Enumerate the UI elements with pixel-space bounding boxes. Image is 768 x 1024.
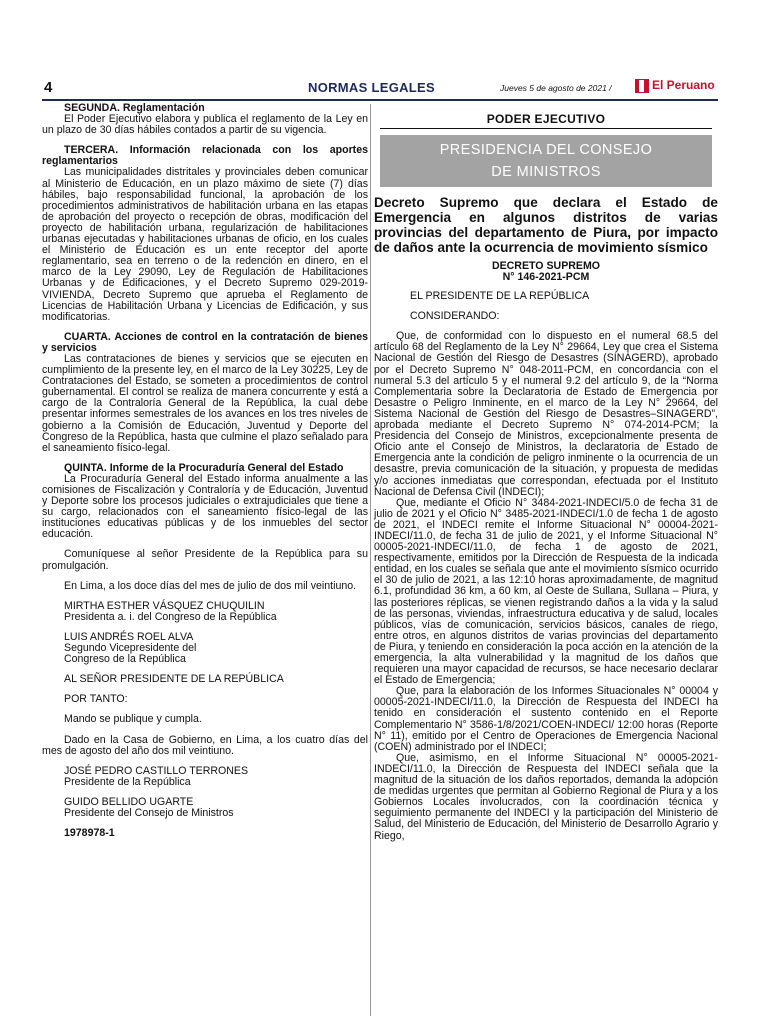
considerando-paragraph: Que, mediante el Oficio N° 3484-2021-INDECI/5.0 de fecha 31 de julio de 2021 y el Oficio N° 3485-2021-INDECI/1.0 de fecha 1 de agosto de 2021, el INDECI remite el Informe Situacional N° 00004-2021-INDECI/11.0, de fecha 31 de julio de 2021, y el Informe Situacional N° 00005-2021-INDECI/11.0, de fecha 1 de agosto de 2021, respectivamente, emitidos por la Dirección de Respuesta de la indicada entidad, en los cuales se señala que ante el movimiento sísmico ocurrido el 30 de julio de 2021, a las 12:10 horas aproximadamente, de magnitud 6.1, profundidad 36 km, a 60 km, al Oeste de Sullana, Sullana – Piura, y las posteriores réplicas, se vienen registrando daños a la vida y la salud de las personas, viviendas, infraestructura educativa y de salud, locales públicos, vías de comunicación, servicios básicos, canales de riego, entre otros, en algunos distritos de varias provincias del departamento de Piura, y teniendo en consideración la poca acción en la atención de la emergencia, la alta vulnerabilidad y la magnitud de los daños que requieren una mayor capacidad de recursos, se hace necesario declarar el Estado de Emergencia;	[374, 496, 718, 687]
signatory-name: JOSÉ PEDRO CASTILLO TERRONES	[64, 764, 249, 777]
section-title-segunda: SEGUNDA. Reglamentación	[64, 102, 205, 114]
order-number: 1978978-1	[64, 827, 115, 840]
ministry-line: DE MINISTROS	[491, 164, 601, 181]
signatory-name: GUIDO BELLIDO UGARTE	[64, 795, 194, 808]
section-body-segunda: El Poder Ejecutivo elabora y publica el reglamento de la Ley en un plazo de 30 días hábiles contados a partir de su vigencia.	[42, 113, 368, 137]
given-line: Dado en la Casa de Gobierno, en Lima, a los cuatro días del mes de agosto del año dos mil veintiuno.	[42, 733, 368, 757]
column-divider	[370, 104, 371, 1016]
communicate-line: Comuníquese al señor Presidente de la República para su promulgación.	[42, 548, 368, 572]
ministry-line: PRESIDENCIA DEL CONSEJO	[439, 142, 653, 159]
considerando-paragraph: Que, asimismo, en el Informe Situacional N° 00005-2021-INDECI/11.0, la Dirección de Respuesta del INDECI señala que la magnitud de la situación de los daños reportados, demanda la adopción de medidas urgentes que permitan al Gobierno Regional de Piura y a los Gobiernos Locales involucrados, con la coordinación técnica y seguimiento permanente del INDECI y la participación del Ministerio de Salud, del Ministerio de Educación, del Ministerio de Desarrollo Agrario y Riego,	[374, 751, 718, 842]
president-line: EL PRESIDENTE DE LA REPÚBLICA	[410, 290, 590, 303]
signatory-name: LUIS ANDRÉS ROEL ALVA	[64, 630, 194, 643]
section-body-cuarta: Las contrataciones de bienes y servicios que se ejecuten en cumplimiento de la presente ley, en el marco de la Ley 30225, Ley de Contrataciones del Estado, se someten a procedimientos de control gubernamental. El control se realiza de manera concurrente y está a cargo de la Contraloría General de la República, la cual debe presentar informes semestrales de los avances en los tres niveles de gobierno a la Comisión de Educación, Juventud y Deporte del Congreso de la República, hasta que culmine el plazo señalado para el saneamiento físico-legal.	[42, 352, 368, 454]
considerando-paragraph: Que, de conformidad con lo dispuesto en el numeral 68.5 del artículo 68 del Reglamento de la Ley N° 29664, Ley que crea el Sistema Nacional de Gestión del Riesgo de Desastres (SINAGERD), aprobado por el Decreto Supremo N° 048-2011-PCM, en concordancia con el numeral 5.3 del artículo 5 y el numeral 9.2 del artículo 9, de la “Norma Complementaria sobre la Declaratoria de Estado de Emergencia por Desastre o Peligro Inminente, en el marco de la Ley N° 29664, del Sistema Nacional de Gestión del Riesgo de Desastres–SINAGERD”, aprobada mediante el Decreto Supremo N° 074-2014-PCM; la Presidencia del Consejo de Ministros, excepcionalmente presenta de Oficio ante el Consejo de Ministros, la declaratoria de Estado de Emergencia ante la condición de peligro inminente o la ocurrencia de un desastre, previa comunicación de la situación, y propuesta de medidas y/o acciones inmediatas que correspondan, efectuada por el Instituto Nacional de Defensa Civil (INDECI);	[374, 330, 718, 498]
decree-title: Decreto Supremo que declara el Estado de Emergencia en algunos distritos de varias provincias del departamento de Piura, por impacto de daños ante la ocurrencia de movimiento sísmico	[374, 195, 718, 256]
section-label: PODER EJECUTIVO	[380, 112, 712, 129]
decree-number: N° 146-2021-PCM	[502, 271, 590, 284]
el-peruano-logo	[635, 78, 717, 96]
page-number: 4	[44, 79, 53, 96]
considering-heading: CONSIDERANDO:	[410, 310, 500, 323]
decree-type: DECRETO SUPREMO	[491, 260, 601, 273]
addressee-line: AL SEÑOR PRESIDENTE DE LA REPÚBLICA	[64, 673, 284, 686]
section-body-tercera: Las municipalidades distritales y provinciales deben comunicar al Ministerio de Educación, en un plazo máximo de siete (7) días hábiles, bajo responsabilidad funcional, la aprobación de los procedimientos administrativos de habilitación urbana en las etapas de aprobación del proyecto o recepción de obras, modificación del proyecto de habilitación urbana, regularización de habilitaciones urbanas ejecutadas y habilitaciones urbanas de oficio, en los cuales el Ministerio de Educación es un ente receptor del aporte reglamentario, sea en terreno o de la redención en dinero, en el marco de la Ley 29090, Ley de Regulación de Habilitaciones Urbanas y de Edificaciones, y el Decreto Supremo 029-2019-VIVIENDA, Decreto Supremo que aprueba el Reglamento de Licencias de Habilitación Urbana y Licencias de Edificación, y sus modificatorias.	[42, 166, 368, 323]
left-column	[42, 103, 368, 839]
right-column	[374, 112, 718, 842]
header-rule	[42, 99, 718, 101]
place-date-line: En Lima, a los doce días del mes de julio de dos mil veintiuno.	[64, 579, 357, 592]
logo-text: El Peruano	[652, 78, 715, 92]
section-title-tercera: TERCERA. Información relacionada con los aportes reglamentarios	[42, 144, 368, 168]
flag-icon	[635, 79, 649, 93]
publication-date: Jueves 5 de agosto de 2021 /	[500, 83, 612, 93]
ministry-banner	[380, 135, 712, 187]
section-header: NORMAS LEGALES	[308, 80, 435, 95]
signatory-role: Congreso de la República	[64, 653, 186, 666]
publish-line: Mando se publique y cumpla.	[64, 713, 202, 726]
considerando-paragraph: Que, para la elaboración de los Informes Situacionales N° 00004 y 00005-2021-INDECI/11.0, la Dirección de Respuesta del INDECI ha tenido en consideración el sustento contenido en el Reporte Complementario N° 3586-1/8/2021/COEN-INDECI/ 12:00 horas (Reporte N° 11), emitido por el Centro de Operaciones de Emergencia Nacional (COEN) administrado por el INDECI;	[374, 685, 718, 753]
signatory-role: Presidenta a. i. del Congreso de la República	[64, 610, 277, 623]
signatory-role: Segundo Vicepresidente del	[64, 642, 197, 655]
section-title-quinta: QUINTA. Informe de la Procuraduría General del Estado	[64, 461, 344, 474]
signatory-name: MIRTHA ESTHER VÁSQUEZ CHUQUILIN	[64, 599, 265, 612]
signatory-role: Presidente del Consejo de Ministros	[64, 806, 234, 819]
signatory-role: Presidente de la República	[64, 775, 191, 788]
section-title-cuarta: CUARTA. Acciones de control en la contratación de bienes y servicios	[42, 330, 368, 354]
therefore-line: POR TANTO:	[64, 693, 128, 706]
section-body-quinta: La Procuraduría General del Estado informa anualmente a las comisiones de Fiscalización y Contraloría y de Educación, Juventud y Deporte sobre los procesos judiciales o extrajudiciales que tiene a su cargo, relacionados con el saneamiento físico-legal de las instituciones educativas públicas y de los inmuebles del sector educación.	[42, 472, 368, 541]
